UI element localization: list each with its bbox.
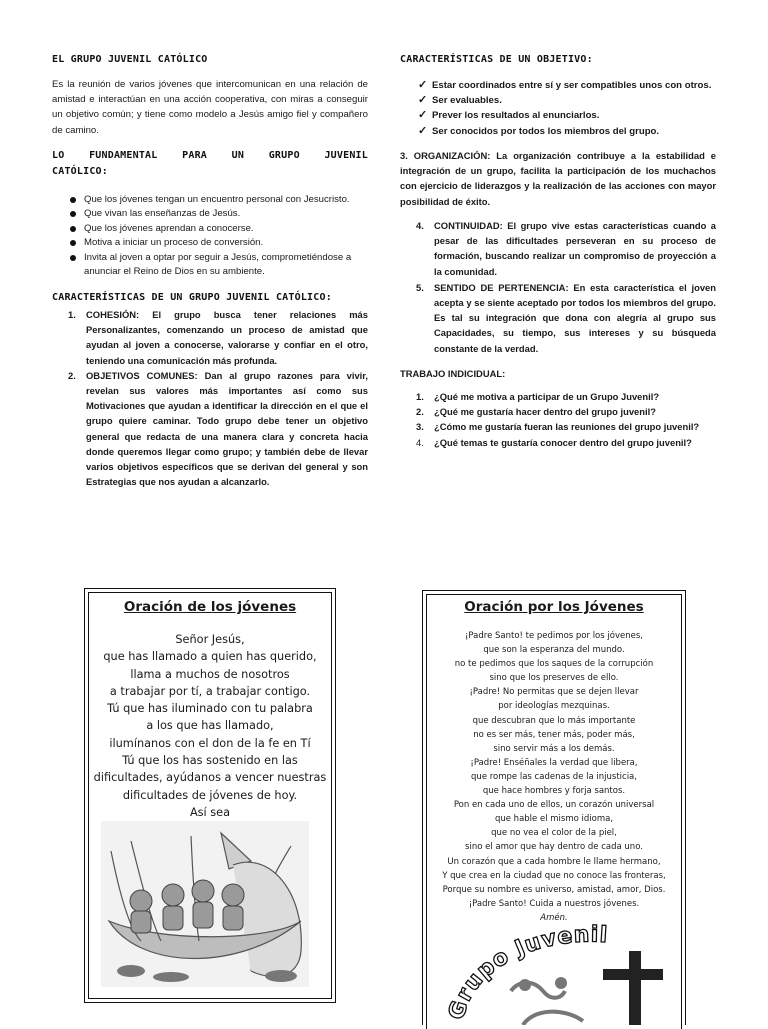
list-item: ✓ Ser conocidos por todos los miembros del grupo. <box>400 124 716 139</box>
checkmark-icon: ✓ <box>418 94 428 107</box>
list-item: 3. ¿Cómo me gustaría fueran las reuniones del grupo juvenil? <box>416 421 700 433</box>
list-item: 4. ¿Qué temas te gustaría conocer dentro del grupo juvenil? <box>416 436 692 448</box>
list-item: Que los jóvenes aprendan a conocerse. <box>52 222 368 236</box>
list-item: 2. ¿Qué me gustaría hacer dentro del grupo juvenil? <box>416 406 656 418</box>
list-item: Invita al joven a optar por seguir a Jesús, comprometiéndose a anunciar el Reino de Dios en su ambiente. <box>52 251 368 280</box>
organizacion-paragraph: 3. ORGANIZACIÓN: La organización contribuye a la estabilidad e integración de un grupo, facilita la participación de los muchachos con ejercicio de liderazgos y la realización de las acciones con mayor posibilidad de éxito. <box>400 150 716 207</box>
objective-list <box>400 78 716 139</box>
section-title-caracteristicas: CARACTERÍSTICAS DE UN GRUPO JUVENIL CATÓLICO: <box>52 292 332 303</box>
fundamental-list <box>52 193 368 279</box>
section-title-objetivo: CARACTERÍSTICAS DE UN OBJETIVO: <box>400 54 593 65</box>
list-item: 5. SENTIDO DE PERTENENCIA: En esta característica el joven acepta y se siente aceptado por todos los miembros del grupo. Es tal su integración que dona con alegría al grupo sus Capacidades, su tiempo, sus intereses y su búsqueda constante de la verdad. <box>416 281 716 354</box>
checkmark-icon: ✓ <box>418 124 428 137</box>
list-item: 1. COHESIÓN: El grupo busca tener relaciones más Personalizantes, comenzando un proceso de amistad que ayudan al joven a conocerse, valorarse y confiar en el otro, teniendo una comunicación más profunda. <box>68 309 368 366</box>
list-item: ✓ Prever los resultados al enunciarlos. <box>400 108 716 123</box>
prayer-box-por-jovenes <box>422 590 686 1025</box>
characteristics-list <box>52 307 368 489</box>
prayer-text: ¡Padre Santo! te pedimos por los jóvenes, que son la esperanza del mundo. no te pedimos que los saques de la corrupción sino que los preserves de ello. ¡Padre! No permitas que se dejen llevar por ideologías mezquinas. que descubran que lo más importante no es ser más, tener más, poder más, sino servir más a los demás. ¡Padre! Enséñales la verdad que libera, que rompe las cadenas de la injusticia, que hace hombres y forja santos. Pon en cada uno de ellos, un corazón universal que hable el mismo idioma, que no vea el color de la piel, sino el amor que hay dentro de cada uno. Un corazón que a cada hombre le llame hermano, Y que crea en la ciudad que no conoce las fronteras, Porque su nombre es universo, amistad, amor, Dios. ¡Padre Santo! Cuida a nuestros jóvenes. Amén. <box>442 631 666 923</box>
list-item: 4. CONTINUIDAD: El grupo vive estas características cuando a pesar de las dificultades perseveran en su proceso de formación, buscando realizar un compromiso de proyección a la comunidad. <box>416 220 716 277</box>
prayer-text: Señor Jesús, que has llamado a quien has querido, llama a muchos de nosotros a trabajar por tí, a trabajar contigo. Tú que has iluminado con tu palabra a los que has llamado, ilumínanos con el don de la fe en Tí Tú que los has sostenido en las dificultades, ayúdanos a vencer nuestras dificultades de jóvenes de hoy. Así sea <box>93 633 327 819</box>
more-characteristics-list <box>400 218 716 356</box>
list-item: ✓ Ser evaluables. <box>400 93 716 108</box>
svg-text:Grupo Juvenil: Grupo Juvenil <box>444 922 609 1023</box>
bullet-icon <box>70 255 76 261</box>
list-item: Motiva a iniciar un proceso de conversión. <box>52 236 368 250</box>
list-item: 1. ¿Qué me motiva a participar de un Grupo Juvenil? <box>416 391 660 402</box>
prayer-title: Oración de los jóvenes <box>123 599 297 615</box>
grupo-juvenil-logo <box>433 921 675 1025</box>
intro-paragraph: Es la reunión de varios jóvenes que intercomunican en una relación de amistad e interactúan en una acción cooperativa, con miras a conseguir un objetivo común; y tiene como modelo a Jesús amigo fiel y compañero de camino. <box>52 79 368 136</box>
checkmark-icon: ✓ <box>418 79 428 91</box>
bullet-icon <box>70 197 76 203</box>
section-title-fundamental: LO FUNDAMENTAL PARA UN GRUPO JUVENIL CATÓLICO: <box>52 150 368 177</box>
list-item: Que los jóvenes tengan un encuentro personal con Jesucristo. <box>52 193 368 207</box>
kids-boat-illustration <box>101 821 309 987</box>
section-title-grupo-juvenil: EL GRUPO JUVENIL CATÓLICO <box>52 54 208 65</box>
list-item: ✓ Estar coordinados entre sí y ser compatibles unos con otros. <box>400 78 716 93</box>
bullet-icon <box>70 240 76 246</box>
bullet-icon <box>70 211 76 217</box>
prayer-box-jovenes <box>84 588 336 1003</box>
prayer-title: Oración por los Jóvenes <box>464 599 644 615</box>
questions-list <box>400 389 730 450</box>
list-item: 2. OBJETIVOS COMUNES: Dan al grupo razones para vivir, revelan sus valores más importantes así como sus Motivaciones que ayudan a identificar la dirección en el que el grupo quiere caminar. Todo grupo debe tener un objetivo general que redacta de una manera clara y concreta hacia donde queremos llegar como grupo; y también debe de llevar varios objetivos específicos que se derivan del general y son Estrategias que nos ayudan a alcanzarlo. <box>68 369 369 488</box>
trabajo-title: TRABAJO INDICIDUAL: <box>400 368 506 379</box>
checkmark-icon: ✓ <box>418 109 428 122</box>
bullet-icon <box>70 226 76 232</box>
list-item: Que vivan las enseñanzas de Jesús. <box>52 207 368 221</box>
